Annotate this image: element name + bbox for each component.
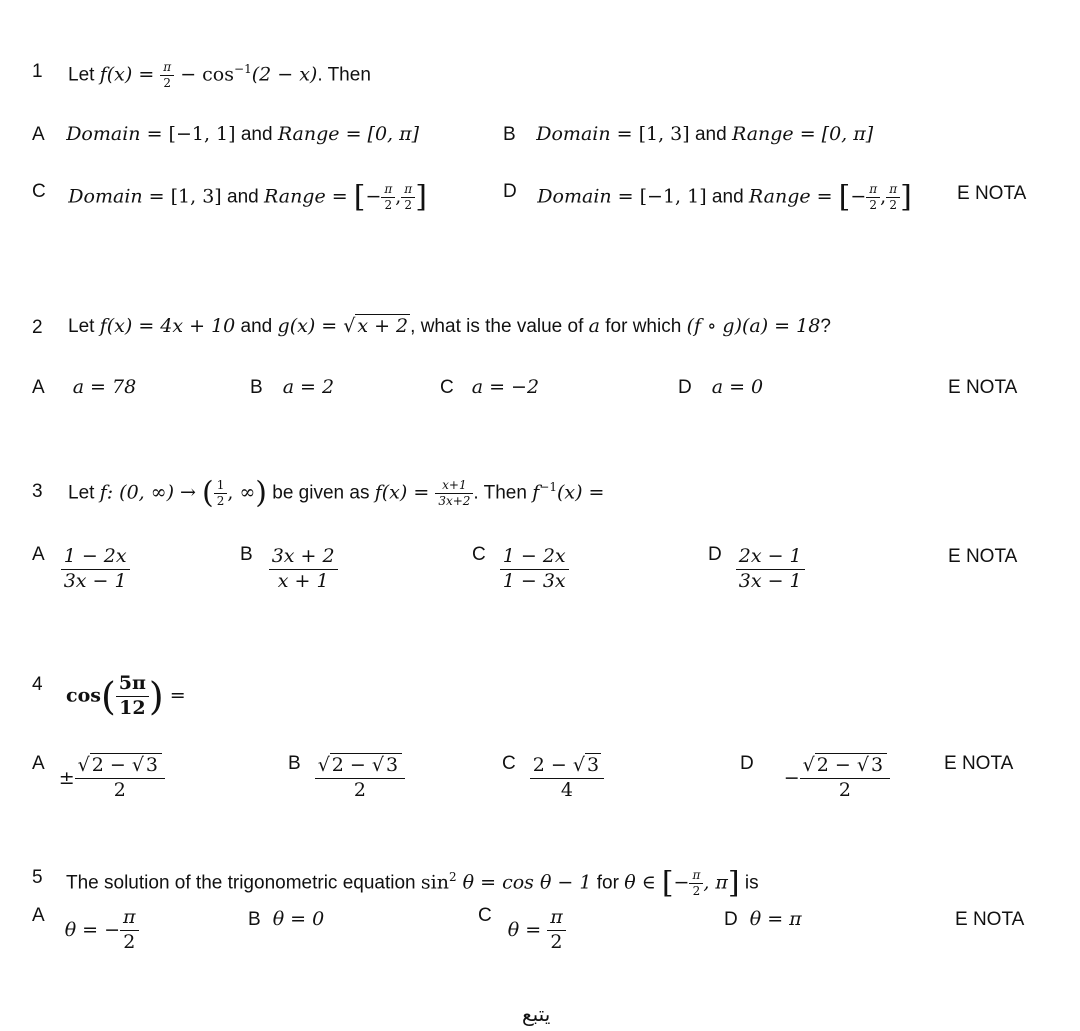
option-5d[interactable]: D θ = π [724, 908, 802, 930]
question-stem: Let f: (0, ∞) → ( $\frac{1}{2}$ , ∞) be given as f(x) = $\frac{x+1}{3x+2}$ . Then $f^{-1}(x)$ = [68, 475, 605, 511]
option-3c[interactable]: C $\frac{1 - 2x}{1 - 3x}$ [472, 545, 569, 594]
option-2c[interactable]: C a = −2 [440, 376, 540, 398]
question-stem: Let f(x) = $\frac{\pi}{2}$ − $\cos^{-1}(2 - x)$. Then [68, 60, 371, 90]
option-4b[interactable]: B $\frac{√ 2 - √ 3}{2}$ [288, 754, 405, 803]
option-4e[interactable]: E NOTA [944, 753, 1014, 774]
option-3e[interactable]: E NOTA [948, 546, 1018, 567]
option-5e[interactable]: E NOTA [955, 909, 1025, 930]
option-1a[interactable]: A Domain = [−1, 1] and Range = [0, π] [32, 123, 420, 145]
question-number: 4 [32, 674, 43, 695]
option-2d[interactable]: D a = 0 [678, 376, 764, 398]
option-3a[interactable]: A $\frac{1 - 2x}{3x - 1}$ [32, 545, 130, 594]
question-stem: cos( $\frac{5\pi}{12}$ ) = [66, 672, 186, 719]
option-5a[interactable]: Aθ = − $\frac{\pi}{2}$ [32, 906, 139, 955]
option-4c[interactable]: C $\frac{2 - √ 3}{4}$ [502, 754, 604, 803]
option-5b[interactable]: B θ = 0 [248, 908, 325, 930]
option-1c[interactable]: C Domain = [1, 3] and Range = [− $\frac{\pi}{2}$ , $\frac{\pi}{2}$ ] [32, 179, 427, 215]
option-4d[interactable]: D− $\frac{√ 2 - √ 3}{2}$ [740, 754, 890, 803]
option-2b[interactable]: B a = 2 [250, 376, 335, 398]
question-number: 1 [32, 61, 43, 82]
question-stem: Let f(x) = 4x + 10 and g(x) = √ x + 2 , what is the value of a for which (f ∘ g)(a) = 18? [68, 315, 831, 337]
question-number: 5 [32, 867, 43, 888]
question-number: 2 [32, 317, 43, 338]
option-1d[interactable]: D Domain = [−1, 1] and Range = [− $\frac{\pi}{2}$ , $\frac{\pi}{2}$ ] [503, 179, 912, 215]
sqrt-sign: √ [343, 315, 356, 337]
option-1b[interactable]: B Domain = [1, 3] and Range = [0, π] [503, 123, 874, 145]
option-5c[interactable]: Cθ = $\frac{\pi}{2}$ [478, 906, 566, 955]
continued-footer: يتبع [522, 1002, 551, 1026]
option-3b[interactable]: B $\frac{3x + 2}{x + 1}$ [240, 545, 338, 594]
option-1e[interactable]: E NOTA [957, 183, 1027, 204]
option-3d[interactable]: D $\frac{2x - 1}{3x - 1}$ [708, 545, 805, 594]
option-4a[interactable]: A± $\frac{√ 2 - √ 3}{2}$ [32, 754, 165, 803]
question-number: 3 [32, 481, 43, 502]
option-2e[interactable]: E NOTA [948, 377, 1018, 398]
option-2a[interactable]: A a = 78 [32, 376, 137, 398]
question-stem: The solution of the trigonometric equation $\sin^2 \theta = \cos \theta - 1$ for θ ∈ [− $\frac{\pi}{2}$ , π] is [66, 865, 759, 901]
